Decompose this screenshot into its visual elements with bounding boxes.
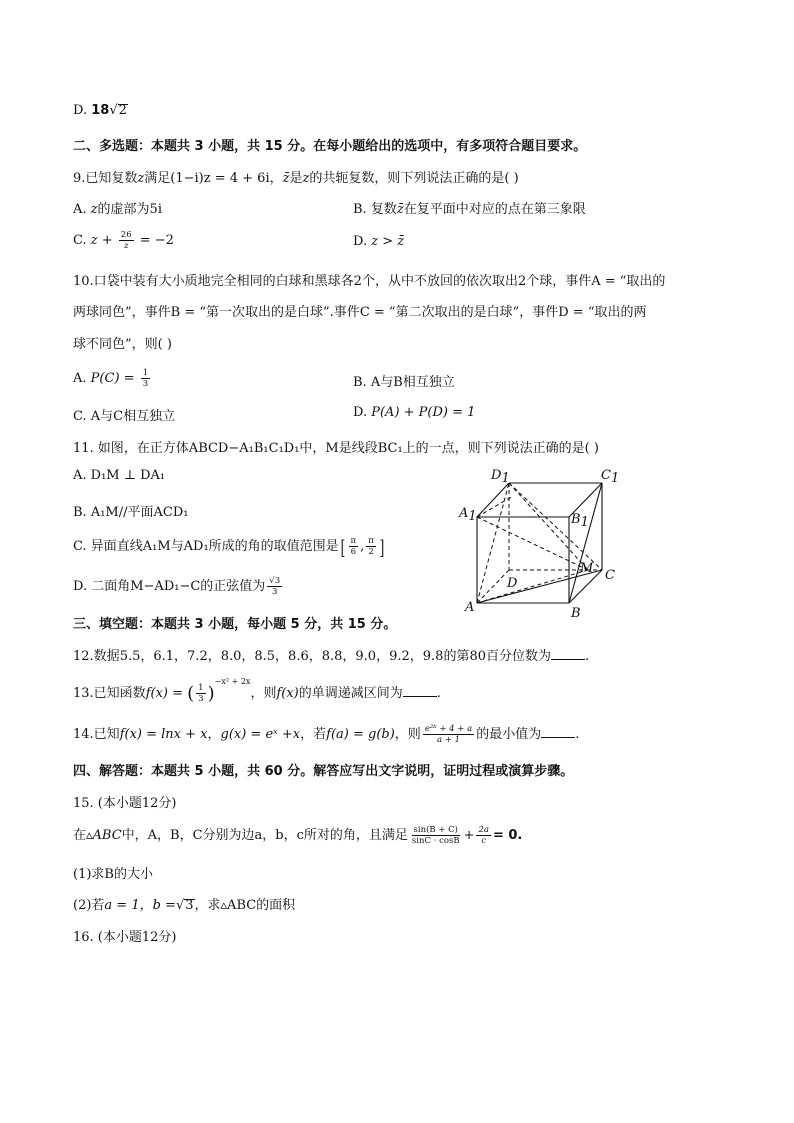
answer-blank[interactable] xyxy=(541,727,575,738)
q11-option-b: B. A₁M//平面ACD₁ xyxy=(73,505,189,520)
segment-b-c1 xyxy=(569,483,602,603)
segment-d1-a1 xyxy=(477,496,513,517)
q15-fraction-1: $\frac{\sin(B + C)}{\sin C \cdot \cos B}$ xyxy=(411,825,460,846)
label-d1: D1 xyxy=(491,468,510,486)
q10-option-c: C. A与C相互独立 xyxy=(73,409,176,424)
q15-part1: (1)求B的大小 xyxy=(73,867,153,882)
answer-blank[interactable] xyxy=(551,649,585,660)
q10-stem-line1: 10.口袋中装有大小质地完全相同的白球和黑球各2个，从中不放回的依次取出2个球，事件A = “取出的 xyxy=(73,274,666,289)
q14-fraction: $\frac{\text{e²ᵇ + 4 + a}}{a + 1}$ xyxy=(424,724,473,745)
q14: 14.已知f(x) = lnx + x，g(x) = eˣ +x，若f(a) = g(b)，则 $\frac{\text{e²ᵇ + 4 + a}}{a + 1}$ 的最小值为 . xyxy=(73,724,580,745)
q8-option-d-value: 18 xyxy=(91,103,110,118)
q8-option-d-root: 2 xyxy=(118,103,127,118)
label-d: D xyxy=(507,576,518,591)
q9-stem: 9.已知复数z满足(1−i)z = 4 + 6i，z̄是z的共轭复数，则下列说法正确的是( ) xyxy=(73,171,519,186)
answer-blank[interactable] xyxy=(403,686,437,697)
q10-stem-line2: 两球同色”，事件B = “第一次取出的是白球”.事件C = “第二次取出的是白球”，事件D = “取出的两 xyxy=(73,305,647,320)
label-c: C xyxy=(605,568,615,583)
q11-option-d-fraction: $\frac{√3}{3}$ xyxy=(269,576,281,597)
q9-equation: (1−i)z = 4 + 6i xyxy=(170,171,270,186)
label-b1: B1 xyxy=(571,512,589,530)
q9-option-c-fraction: $\frac{26}{z}$ xyxy=(120,230,132,251)
q12: 12.数据5.5，6.1，7.2，8.0，8.5，8.6，8.8，9.0，9.2，9.8的第80百分位数为 . xyxy=(73,649,590,664)
label-m: M xyxy=(580,561,594,576)
q11-option-a: A. D₁M ⊥ DA₁ xyxy=(73,468,166,483)
q15-fraction-2: $\frac{2a}{c}$ xyxy=(478,825,489,846)
section4-heading: 四、解答题：本题共 5 小题，共 60 分。解答应写出文字说明，证明过程或演算步骤。 xyxy=(73,764,574,779)
q10-option-b: B. A与B相互独立 xyxy=(353,375,455,390)
q10-option-a: A. P(C) = $\frac{1}{3}$ xyxy=(73,368,149,389)
q10-option-a-fraction: $\frac{1}{3}$ xyxy=(142,368,149,389)
q11-option-c: C. 异面直线A₁M与AD₁所成的角的取值范围是[ $\frac{\pi}{6}$ , $\frac{\pi}{2}$ ] xyxy=(73,534,385,559)
q13: 13.已知函数f(x) = ( $\frac{1}{3}$ )$^{-x^2 + 2x}$，则f(x)的单调递减区间为 . xyxy=(73,676,441,704)
q16-title: 16. (本小题12分) xyxy=(73,930,177,945)
q15-title: 15. (本小题12分) xyxy=(73,796,177,811)
q9-option-b: B. 复数z̄在复平面中对应的点在第三象限 xyxy=(353,202,586,217)
q9-option-c: C. z + $\frac{26}{z}$ = −2 xyxy=(73,230,174,251)
q15-stem: 在▵ABC中，A，B，C分别为边a，b，c所对的角，且满足 $\frac{\sin(B + C)}{\sin C \cdot \cos B}$ + $\frac{2a}{c}$ = 0. xyxy=(73,825,523,846)
q11-option-d: D. 二面角M−AD₁−C的正弦值为 $\frac{√3}{3}$ xyxy=(73,576,281,597)
cube-figure xyxy=(455,463,625,623)
q9-option-d: D. z > z̄ xyxy=(353,234,405,249)
section2-heading: 二、多选题：本题共 3 小题，共 15 分。在每小题给出的选项中，有多项符合题目要求。 xyxy=(73,139,587,154)
q9-option-a: A. z的虚部为5i xyxy=(73,202,162,217)
q8-option-d: D. 18√2 xyxy=(73,103,127,118)
q15-part2: (2)若a = 1，b =√3，求▵ABC的面积 xyxy=(73,898,296,913)
q11-stem: 11. 如图，在正方体ABCD−A₁B₁C₁D₁中，M是线段BC₁上的一点，则下列说法正确的是( ) xyxy=(73,441,599,456)
label-a1: A1 xyxy=(459,506,477,524)
q10-stem-line3: 球不同色”，则( ) xyxy=(73,337,172,352)
label-c1: C1 xyxy=(601,468,620,486)
label-b: B xyxy=(571,606,581,621)
label-a: A xyxy=(465,600,475,615)
section3-heading: 三、填空题：本题共 3 小题，每小题 5 分，共 15 分。 xyxy=(73,617,397,632)
q10-option-d: D. P(A) + P(D) = 1 xyxy=(353,405,476,420)
